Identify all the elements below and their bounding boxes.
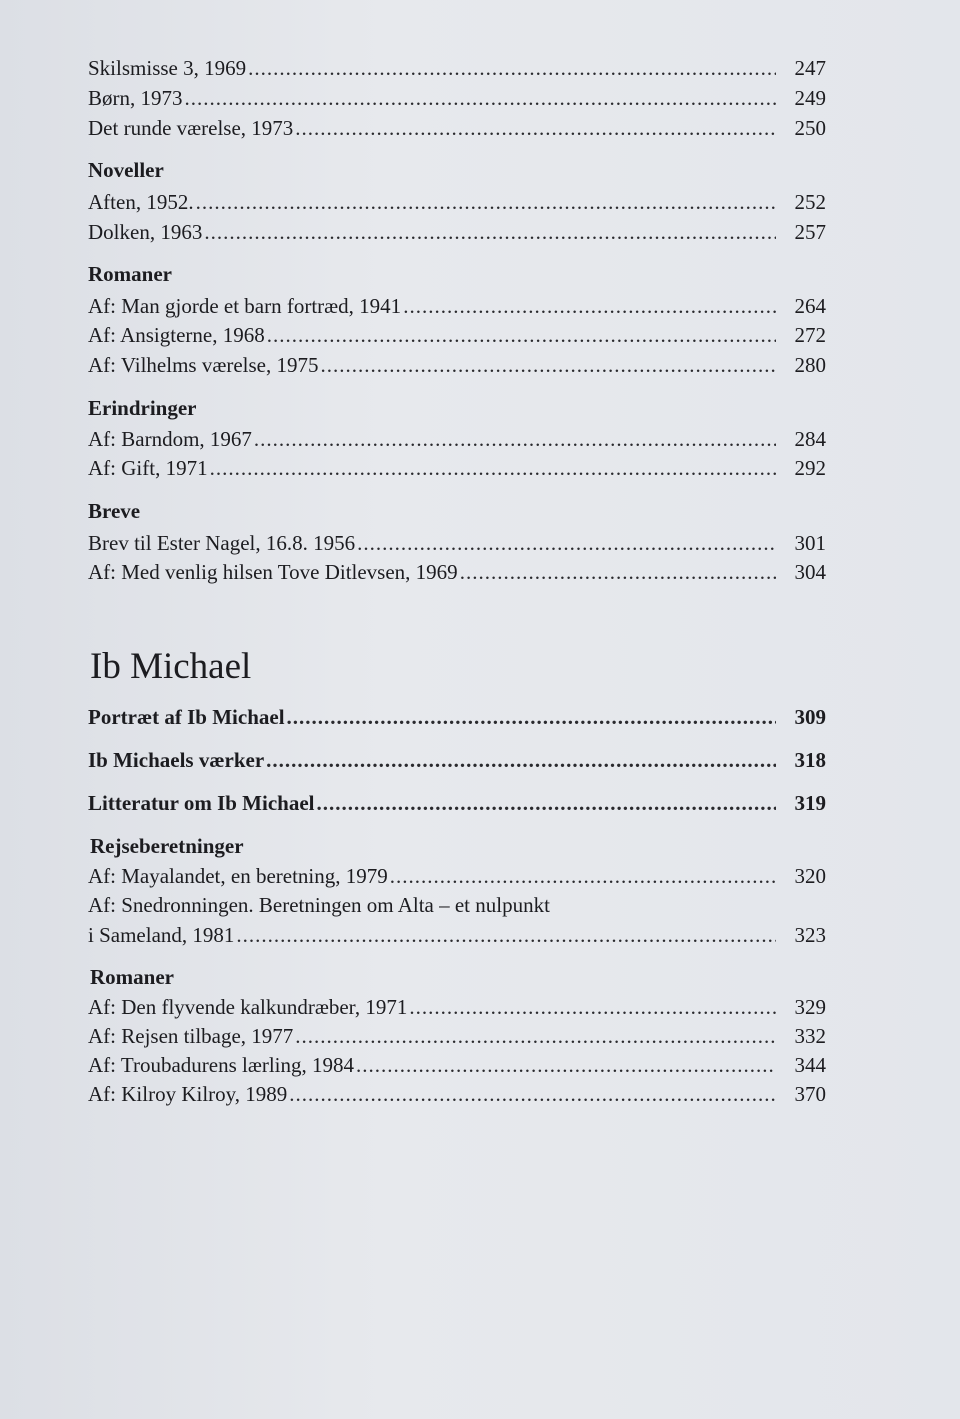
toc-entry	[88, 993, 826, 1021]
toc-entry	[88, 746, 826, 774]
entry-page: 247	[794, 56, 826, 80]
entry-title: Litteratur om Ib Michael	[88, 791, 315, 815]
entry-title: Portræt af Ib Michael	[88, 705, 285, 729]
entry-page: 329	[794, 995, 826, 1019]
toc-entry	[88, 188, 826, 216]
leader-dots	[295, 114, 776, 142]
toc-entry	[88, 84, 826, 112]
entry-title: Skilsmisse 3, 1969	[88, 56, 247, 80]
leader-dots	[236, 921, 776, 949]
entry-page: 301	[794, 531, 826, 555]
entry-page: 323	[794, 923, 826, 947]
toc-entry	[88, 1080, 826, 1108]
entry-page: 319	[794, 791, 826, 815]
toc-entry	[88, 789, 826, 817]
toc-entry	[88, 529, 826, 557]
toc-entry-continued: Af: Snedronningen. Beretningen om Alta – et nulpunkt	[88, 893, 550, 917]
leader-dots	[248, 54, 776, 82]
entry-page: 250	[794, 116, 826, 140]
leader-dots	[210, 454, 776, 482]
leader-dots	[357, 529, 776, 557]
toc-entry	[88, 114, 826, 142]
toc-entry	[88, 218, 826, 246]
section-heading: Romaner	[88, 262, 172, 286]
entry-page: 272	[794, 323, 826, 347]
entry-page: 309	[794, 705, 826, 729]
entry-title: Af: Rejsen tilbage, 1977	[88, 1024, 294, 1048]
entry-page: 370	[794, 1082, 826, 1106]
leader-dots	[403, 292, 776, 320]
entry-title: Af: Mayalandet, en beretning, 1979	[88, 864, 388, 888]
leader-dots	[254, 425, 776, 453]
section-heading: Breve	[88, 499, 141, 523]
leader-dots	[287, 703, 776, 731]
section-heading: Romaner	[90, 965, 174, 989]
entry-page: 292	[794, 456, 826, 480]
entry-page: 249	[794, 86, 826, 110]
entry-title: Af: Vilhelms værelse, 1975	[88, 353, 319, 377]
entry-title: Ib Michaels værker	[88, 748, 265, 772]
entry-title: Dolken, 1963	[88, 220, 203, 244]
entry-title: Af: Med venlig hilsen Tove Ditlevsen, 1969	[88, 560, 458, 584]
entry-title: Det runde værelse, 1973	[88, 116, 294, 140]
toc-entry	[88, 703, 826, 731]
toc-entry	[88, 292, 826, 320]
entry-title: Af: Ansigterne, 1968	[88, 323, 265, 347]
leader-dots	[356, 1051, 776, 1079]
entry-title: Af: Gift, 1971	[88, 456, 208, 480]
leader-dots	[321, 351, 777, 379]
toc-entry	[88, 921, 826, 949]
toc-entry	[88, 54, 826, 82]
leader-dots	[267, 321, 776, 349]
entry-page: 332	[794, 1024, 826, 1048]
leader-dots	[185, 84, 777, 112]
toc-entry	[88, 862, 826, 890]
toc-entry	[88, 1051, 826, 1079]
entry-title: i Sameland, 1981	[88, 923, 235, 947]
toc-entry	[88, 351, 826, 379]
entry-title: Af: Den flyvende kalkundræber, 1971	[88, 995, 408, 1019]
entry-title: Aften, 1952.	[88, 190, 194, 214]
toc-entry	[88, 425, 826, 453]
section-heading: Erindringer	[88, 396, 197, 420]
entry-page: 284	[794, 427, 826, 451]
entry-title: Af: Barndom, 1967	[88, 427, 252, 451]
toc-entry	[88, 558, 826, 586]
entry-title: Af: Troubadurens lærling, 1984	[88, 1053, 355, 1077]
entry-page: 264	[794, 294, 826, 318]
leader-dots	[266, 746, 776, 774]
entry-page: 304	[794, 560, 826, 584]
entry-page: 318	[794, 748, 826, 772]
entry-page: 280	[794, 353, 826, 377]
entry-page: 344	[794, 1053, 826, 1077]
leader-dots	[295, 1022, 776, 1050]
section-heading: Rejseberetninger	[90, 834, 244, 858]
leader-dots	[196, 188, 776, 216]
entry-title: Brev til Ester Nagel, 16.8. 1956	[88, 531, 356, 555]
leader-dots	[289, 1080, 776, 1108]
leader-dots	[204, 218, 776, 246]
entry-title: Af: Man gjorde et barn fortræd, 1941	[88, 294, 402, 318]
toc-entry	[88, 1022, 826, 1050]
leader-dots	[460, 558, 776, 586]
entry-title: Børn, 1973	[88, 86, 183, 110]
section-heading: Noveller	[88, 158, 164, 182]
toc-entry	[88, 454, 826, 482]
author-heading: Ib Michael	[90, 646, 252, 687]
leader-dots	[390, 862, 776, 890]
toc-entry	[88, 321, 826, 349]
entry-page: 257	[794, 220, 826, 244]
leader-dots	[317, 789, 777, 817]
entry-title: Af: Kilroy Kilroy, 1989	[88, 1082, 288, 1106]
leader-dots	[409, 993, 776, 1021]
entry-page: 252	[794, 190, 826, 214]
entry-page: 320	[794, 864, 826, 888]
